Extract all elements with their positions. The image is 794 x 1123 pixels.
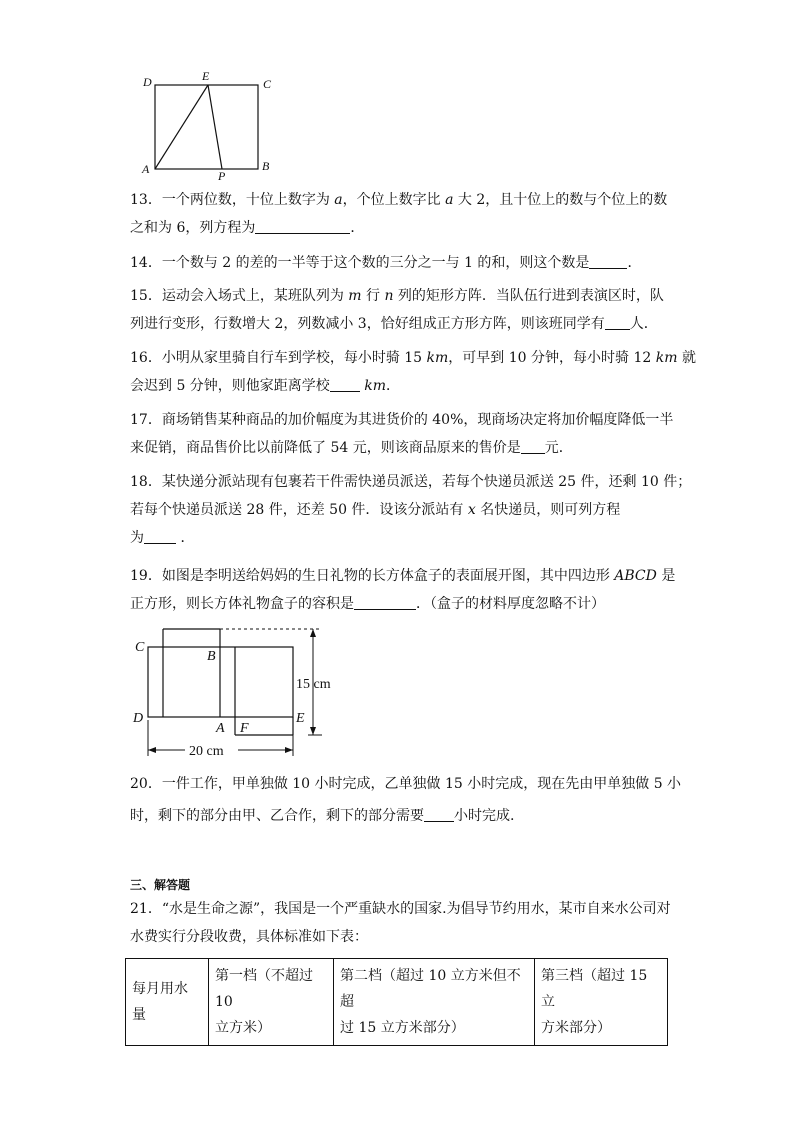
height-dimension-label: 15 cm xyxy=(296,677,331,692)
label-F: F xyxy=(240,721,249,736)
width-dimension-label: 20 cm xyxy=(189,744,224,759)
label-D: D xyxy=(143,75,152,89)
table-cell: 第二档（超过 10 立方米但不超 过 15 立方米部分） xyxy=(334,959,535,1046)
label-A: A xyxy=(216,721,225,736)
table-row xyxy=(126,959,668,1046)
table-cell: 第一档（不超过 10 立方米） xyxy=(209,959,334,1046)
answer-blank[interactable] xyxy=(589,254,627,269)
label-A: A xyxy=(142,162,150,176)
label-P: P xyxy=(218,169,226,182)
figure-rectangle-abcd xyxy=(140,70,280,182)
table-cell: 第三档（超过 15 立 方米部分） xyxy=(535,959,668,1046)
label-C: C xyxy=(135,640,145,655)
answer-blank[interactable] xyxy=(255,219,350,234)
question-20: 20．一件工作，甲单独做 10 小时完成，乙单独做 15 小时完成，现在先由甲单独做 5 小 时，剩下的部分由甲、乙合作，剩下的部分需要 小时完成. xyxy=(130,776,682,824)
label-D: D xyxy=(133,711,144,726)
question-17: 17．商场销售某种商品的加价幅度为其进货价的 40%，现商场决定将加价幅度降低一半 来促销，商品售价比以前降低了 54 元，则该商品原来的售价是 元． xyxy=(130,412,674,456)
answer-blank[interactable] xyxy=(330,377,360,392)
section-title: 三、解答题 xyxy=(130,878,191,892)
answer-blank[interactable] xyxy=(521,439,545,454)
answer-blank[interactable] xyxy=(605,315,630,330)
table-cell: 每月用水 量 xyxy=(126,959,209,1046)
question-15: 15．运动会入场式上，某班队列为 m 行 n 列的矩形方阵．当队伍行进到表演区时，队 列进行变形，行数增大 2，列数减小 3，恰好组成正方形方阵，则该班同学有 人． xyxy=(130,288,664,332)
label-C: C xyxy=(263,77,272,91)
answer-blank[interactable] xyxy=(354,595,416,610)
figure-box-net xyxy=(130,622,355,762)
fee-table xyxy=(125,958,668,1046)
question-14: 14．一个数与 2 的差的一半等于这个数的三分之一与 1 的和，则这个数是 ． xyxy=(130,255,642,271)
label-B: B xyxy=(262,159,270,173)
question-13: 13．一个两位数，十位上数字为 a，个位上数字比 a 大 2，且十位上的数与个位上的数 之和为 6，列方程为 ． xyxy=(130,192,668,236)
answer-blank[interactable] xyxy=(424,807,454,822)
question-19: 19．如图是李明送给妈妈的生日礼物的长方体盒子的表面展开图，其中四边形 ABCD 是 正方形，则长方体礼物盒子的容积是 ．（盒子的材料厚度忽略不计） xyxy=(130,568,676,612)
label-E: E xyxy=(202,70,210,83)
answer-blank[interactable] xyxy=(144,529,176,544)
label-B: B xyxy=(207,649,216,664)
question-16: 16．小明从家里骑自行车到学校，每小时骑 15 km，可早到 10 分钟，每小时骑 12 km 就 会迟到 5 分钟，则他家距离学校 km． xyxy=(130,350,696,394)
label-E: E xyxy=(296,711,305,726)
question-18: 18．某快递分派站现有包裹若干件需快递员派送，若每个快递员派送 25 件，还剩 10 件； 若每个快递员派送 28 件，还差 50 件．设该分派站有 x 名快递员，则可列方程 为 ． xyxy=(130,474,692,546)
question-21: 21．“水是生命之源”，我国是一个严重缺水的国家.为倡导节约用水，某市自来水公司对 水费实行分段收费，具体标准如下表： xyxy=(130,901,671,945)
